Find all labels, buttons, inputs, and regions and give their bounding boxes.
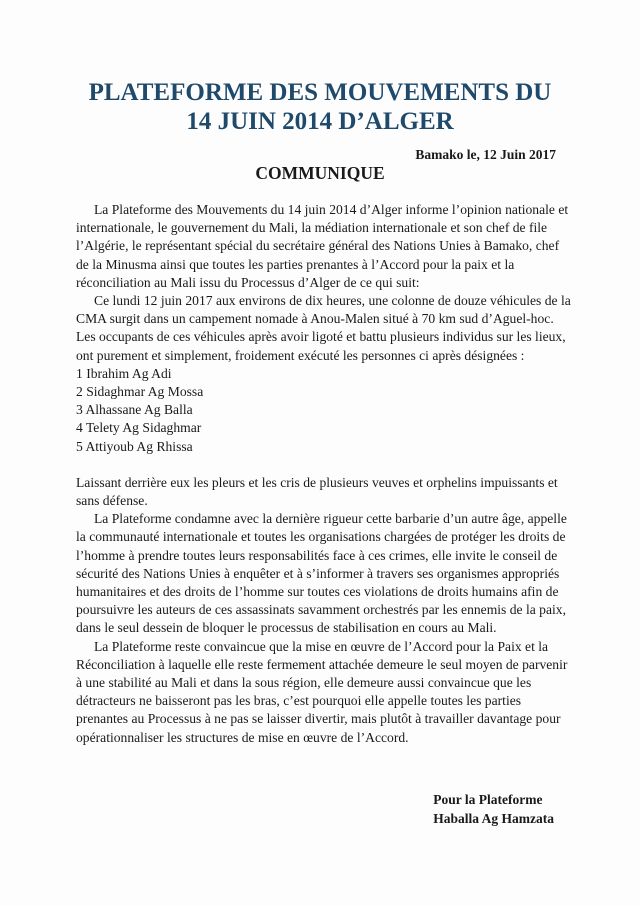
signature-line-2: Haballa Ag Hamzata <box>433 810 554 826</box>
list-item: 2 Sidaghmar Ag Mossa <box>76 384 204 400</box>
paragraph-commitment: La Plateforme reste convaincue que la mise en œuvre de l’Accord pour la Paix et la Réconciliation à laquelle elle reste fermement attachée demeure le seul moyen de parvenir à une stabilité au Mali et dans la sous région, elle demeure aussi convaincue que les détracteurs ne baisseront pas les bras, c’est pourquoi elle appelle toutes les parties prenantes au Processus à ne pas se laisser divertir, mais plutôt à travailler davantage pour opérationnaliser les structures de mise en œuvre de l’Accord. <box>76 638 568 745</box>
place-date: Bamako le, 12 Juin 2017 <box>415 147 556 162</box>
paragraph-condemnation: La Plateforme condamne avec la dernière rigueur cette barbarie d’un autre âge, appelle la communauté internationale et toutes les organisations chargées de protéger les droits de l’homme à prendre toutes leurs responsabilités face à ces crimes, elle invite le conseil de sécurité des Nations Unies à enquêter et à s’informer à travers ses organismes appropriés humanitaires et des droits de l’homme sur toutes ces violations de droits humains afin de poursuivre les auteurs de ces assassinats savamment orchestrés par les ennemis de la paix, dans le seul dessein de bloquer le processus de stabilisation en cours au Mali. <box>76 511 567 636</box>
title-line-1: PLATEFORME DES MOUVEMENTS DU <box>88 79 552 106</box>
title-line-2: 14 JUIN 2014 D’ALGER <box>186 108 454 135</box>
communique-heading: COMMUNIQUE <box>255 163 385 183</box>
signature-block <box>433 791 554 828</box>
list-item: 4 Telety Ag Sidaghmar <box>76 420 202 436</box>
list-item: 5 Attiyoub Ag Rhissa <box>76 438 193 454</box>
list-item: 1 Ibrahim Ag Adi <box>76 365 172 381</box>
paragraph-intro: La Plateforme des Mouvements du 14 juin 2014 d’Alger informe l’opinion nationale et internationale, le gouvernement du Mali, la médiation internationale et son chef de file l’Algérie, le représentant spécial du secrétaire général des Nations Unies à Bamako, chef de la Minusma ainsi que toutes les parties prenantes à l’Accord pour la paix et la réconciliation au Mali issu du Processus d’Alger de ce qui suit: <box>76 202 569 290</box>
document-title <box>0 78 640 136</box>
victims-list <box>76 365 572 456</box>
document-body <box>76 201 572 747</box>
paragraph-aftermath: Laissant derrière eux les pleurs et les cris de plusieurs veuves et orphelins impuissants et sans défense. <box>76 474 558 509</box>
list-item: 3 Alhassane Ag Balla <box>76 402 193 418</box>
paragraph-incident: Ce lundi 12 juin 2017 aux environs de dix heures, une colonne de douze véhicules de la CMA surgit dans un campement nomade à Anou-Malen situé à 70 km sud d’Aguel-hoc. Les occupants de ces véhicules après avoir ligoté et battu plusieurs individus sur les lieux, ont purement et simplement, froidement exécuté les personnes ci après désignées : <box>76 293 571 363</box>
signature-line-1: Pour la Plateforme <box>433 792 543 807</box>
